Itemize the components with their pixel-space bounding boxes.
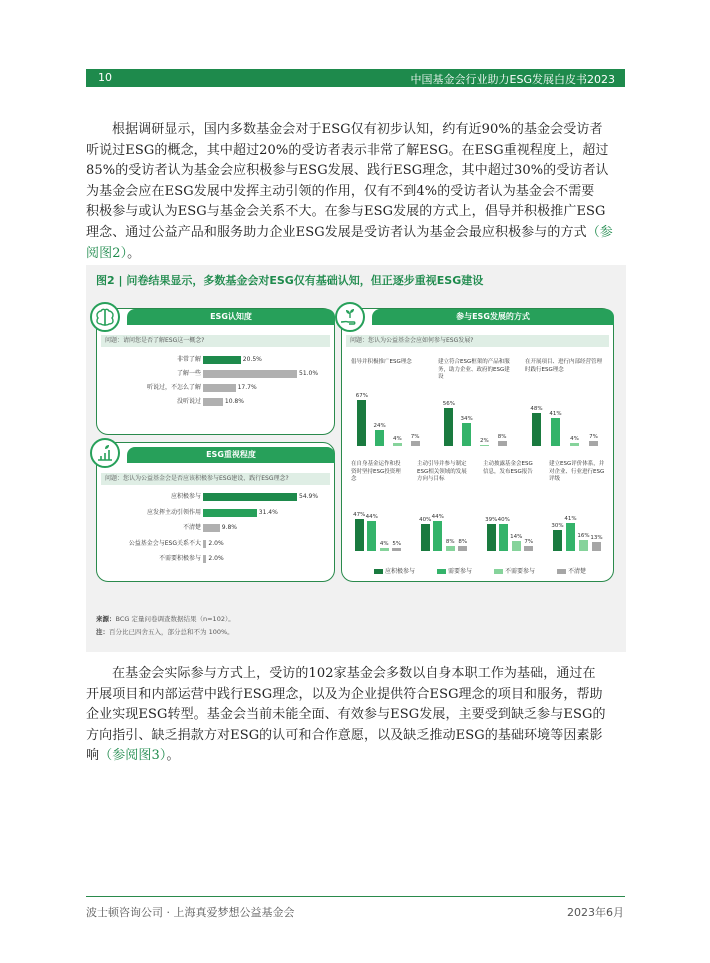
figure-ref-link[interactable]: （参: [586, 224, 613, 240]
source-label: 来源：: [96, 615, 116, 623]
bar-row: [97, 397, 336, 407]
bar: [203, 384, 236, 392]
bar-value-label: 24%: [373, 422, 386, 429]
bar-value-label: 16%: [577, 533, 590, 540]
paragraph-text: 。: [127, 245, 141, 261]
bar: [566, 523, 575, 551]
footer-date: 2023年6月: [567, 906, 624, 919]
bar-value-label: 44%: [431, 513, 444, 520]
figure-ref-link[interactable]: （参阅图3）: [99, 748, 167, 764]
participation-group: [347, 355, 430, 450]
bar-value-label: 17.7%: [237, 384, 257, 391]
bar-row: [97, 539, 336, 549]
bar-value-label: 67%: [355, 393, 368, 400]
group-plot-area: [485, 493, 535, 551]
bar: [203, 524, 220, 532]
question-box: 问题：您认为公益基金会是否应该积极参与ESG建设、践行ESG理念?: [101, 473, 330, 485]
figure-ref-link[interactable]: 阅图2）: [86, 245, 128, 261]
bar: [499, 524, 508, 551]
bar-row: [97, 508, 336, 518]
panel-title: ESG重视程度: [127, 447, 335, 463]
bar-value-label: 56%: [442, 400, 455, 407]
bar: [570, 443, 579, 446]
bar-row: [97, 523, 336, 533]
participation-group: [434, 355, 517, 450]
paragraph-line: 开展项目和内部运营中践行ESG理念，以及为企业提供符合ESG理念的项目和服务，帮助: [86, 686, 603, 702]
legend-label: 应积极参与: [385, 568, 416, 575]
bar: [411, 441, 420, 446]
awareness-bar-chart: [97, 355, 336, 435]
bar-category-label: 应积极参与: [170, 493, 201, 500]
legend-item: [557, 568, 586, 575]
esg-awareness-panel: [96, 308, 335, 435]
group-label: 在开展项目、进行内部经营管理时践行ESG理念: [525, 359, 603, 373]
group-plot-area: [551, 493, 603, 551]
source-text: BCG 定量问卷调查数据结果（n=102）。: [115, 615, 235, 623]
bar: [579, 540, 588, 551]
bar-row: [97, 369, 336, 379]
paragraph-line: 在基金会实际参与方式上，受访的102家基金会多数以自身本职工作为基础，通过在: [112, 666, 596, 681]
bar-value-label: 40%: [497, 516, 510, 523]
paragraph-line: 积极参与或认为ESG与基金会关系不大。在参与ESG发展的方式上，倡导并积极推广ESG: [86, 204, 606, 220]
bar-value-label: 7%: [524, 539, 534, 546]
paragraph-text: 响: [86, 748, 100, 764]
bar-value-label: 41%: [549, 410, 562, 417]
question-box: 问题：请问您是否了解ESG这一概念?: [101, 335, 330, 347]
page-number: 10: [98, 71, 112, 84]
bar-value-label: 39%: [485, 517, 498, 524]
legend-item: [494, 568, 535, 575]
bar: [498, 441, 507, 446]
bar: [421, 524, 430, 551]
bar: [392, 548, 401, 551]
legend-label: 不清楚: [568, 568, 587, 575]
legend-swatch: [494, 569, 503, 574]
paragraph-line: 方向指引、缺乏捐款方对ESG的认可和合作意愿，以及缺乏推动ESG的基础环境等因素影: [86, 727, 603, 743]
paragraph-line: [86, 223, 630, 244]
header-title: 中国基金会行业助力ESG发展白皮书2023: [410, 73, 615, 86]
bar-value-label: 13%: [590, 535, 603, 542]
bar: [589, 441, 598, 446]
bar-category-label: 不清楚: [182, 524, 201, 531]
bar-category-label: 非常了解: [176, 356, 201, 363]
bar-value-label: 14%: [510, 534, 523, 541]
figure-2: [86, 265, 626, 652]
bar-row: [97, 492, 336, 502]
hand-plant-icon: [335, 302, 365, 332]
bar-value-label: 54.9%: [299, 493, 319, 500]
esg-importance-panel: [96, 442, 335, 582]
bar: [433, 521, 442, 551]
paragraph-line: 为基金会应在ESG发展中发挥主动引领的作用，仅有不到4%的受访者认为基金会不需要: [86, 183, 595, 199]
bar-value-label: 2.0%: [208, 555, 224, 562]
figure-title: 图2 | 问卷结果显示，多数基金会对ESG仅有基础认知，但正逐步重视ESG建设: [96, 274, 484, 287]
bar: [480, 445, 489, 446]
bar-value-label: 9.8%: [221, 524, 238, 531]
bar: [203, 540, 206, 548]
bar-value-label: 10.8%: [224, 398, 244, 405]
paragraph-text: 理念、通过公益产品和服务助力企业ESG发展是受访者认为基金会最应积极参与的方式: [86, 224, 587, 240]
bar-value-label: 2%: [480, 437, 489, 444]
group-label: 主动引导并参与制定ESG相关领域的发展方向与目标: [417, 461, 467, 482]
question-box: 问题：您认为公益基金会应如何参与ESG发展?: [346, 335, 609, 347]
bar-category-label: 公益基金会与ESG关系不大: [128, 539, 201, 547]
bar: [203, 356, 241, 364]
bar-value-label: 48%: [530, 406, 543, 413]
group-label: 主动披露基金会ESG信息，发布ESG报告: [483, 461, 533, 475]
group-plot-area: [353, 388, 424, 446]
bar: [446, 546, 455, 551]
bar: [375, 430, 384, 446]
bar: [512, 541, 521, 551]
bar-value-label: 8%: [445, 538, 455, 545]
bar-category-label: 听说过，不怎么了解: [146, 384, 201, 391]
chart-legend: [374, 568, 608, 576]
figure-note: [96, 627, 234, 636]
bar: [592, 542, 601, 551]
participation-group: [545, 457, 609, 555]
importance-bar-chart: [97, 492, 336, 580]
group-label: 倡导并积极推广ESG理念: [351, 359, 412, 365]
bar-value-label: 4%: [379, 541, 389, 548]
bar-row: [97, 554, 336, 564]
bar: [532, 413, 541, 446]
paragraph-1: [86, 120, 630, 264]
legend-swatch: [374, 569, 383, 574]
bar: [444, 408, 453, 446]
bar-value-label: 51.0%: [299, 370, 319, 377]
bar: [551, 418, 560, 446]
legend-label: 不需要参与: [505, 568, 536, 575]
footer-organizations: 波士顿咨询公司 · 上海真爱梦想公益基金会: [86, 906, 295, 919]
group-plot-area: [440, 388, 511, 446]
bar-value-label: 44%: [365, 513, 378, 520]
paragraph-text: 。: [166, 748, 180, 764]
bar-value-label: 30%: [551, 523, 564, 530]
legend-swatch: [557, 569, 566, 574]
legend-item: [374, 568, 415, 575]
bar-category-label: 不需要积极参与: [158, 555, 201, 562]
bar: [203, 493, 297, 501]
paragraph-line: 85%的受访者认为基金会应积极参与ESG发展、践行ESG理念，其中超过30%的受访者认: [86, 163, 609, 179]
footer-divider: [86, 896, 625, 897]
bar-value-label: 47%: [353, 511, 366, 518]
panel-title: 参与ESG发展的方式: [372, 309, 614, 325]
bar-value-label: 34%: [460, 415, 473, 422]
figure-source: [96, 614, 235, 623]
bar: [553, 530, 562, 551]
bar-value-label: 31.4%: [258, 508, 278, 516]
bar-value-label: 41%: [564, 515, 577, 522]
bar-value-label: 40%: [419, 516, 432, 523]
group-plot-area: [527, 388, 603, 446]
bar: [355, 519, 364, 551]
participation-grouped-chart: [342, 309, 615, 583]
header-bar: [86, 69, 625, 87]
bar-category-label: 应发挥主动引领作用: [146, 508, 201, 516]
bar-value-label: 8%: [497, 433, 507, 440]
participation-group: [521, 355, 609, 450]
participation-group: [413, 457, 475, 555]
bar-value-label: 8%: [458, 538, 468, 545]
bar: [367, 521, 376, 551]
bar-value-label: 20.5%: [242, 356, 262, 363]
paragraph-line: 听说过ESG的概念，其中超过20%的受访者表示非常了解ESG。在ESG重视程度上，超过: [86, 142, 609, 158]
bar-value-label: 4%: [570, 436, 579, 443]
bar: [380, 548, 389, 551]
bar-category-label: 没听说过: [176, 398, 201, 405]
bar: [462, 423, 471, 446]
bar-row: [97, 355, 336, 365]
bar: [203, 398, 223, 406]
bar-value-label: 7%: [589, 434, 598, 441]
legend-label: 需要参与: [448, 568, 473, 575]
bar-value-label: 5%: [392, 540, 402, 547]
bar: [357, 400, 366, 446]
paragraph-line: 根据调研显示，国内多数基金会对于ESG仅有初步认知，约有近90%的基金会受访者: [112, 122, 603, 137]
participation-group: [347, 457, 409, 555]
group-plot-area: [419, 493, 469, 551]
bar-row: [97, 383, 336, 393]
group-plot-area: [353, 493, 403, 551]
bar: [458, 546, 467, 551]
bar: [524, 546, 533, 551]
bar-category-label: 了解一些: [176, 370, 201, 377]
group-label: 建立ESG评价体系，并对企业、行业进行ESG评级: [549, 461, 605, 482]
bar-value-label: 7%: [410, 434, 420, 441]
bar: [487, 524, 496, 551]
participation-group: [479, 457, 541, 555]
note-text: 百分比已四舍五入，部分总和不为 100%。: [109, 628, 234, 636]
panel-title: ESG认知度: [127, 309, 335, 325]
bar: [203, 555, 206, 563]
bar: [203, 370, 297, 378]
plant-growth-icon: [90, 438, 120, 468]
note-label: 注：: [96, 628, 109, 636]
legend-item: [437, 568, 472, 575]
bar-value-label: 4%: [393, 436, 402, 443]
paragraph-line: 企业实现ESG转型。基金会当前未能全面、有效参与ESG发展，主要受到缺乏参与ESG的: [86, 707, 606, 723]
bar: [203, 509, 257, 517]
bar-value-label: 2.0%: [208, 539, 224, 547]
bar: [393, 443, 402, 446]
brain-icon: [90, 302, 120, 332]
paragraph-line: [86, 746, 630, 767]
paragraph-2: [86, 664, 630, 767]
legend-swatch: [437, 569, 446, 574]
paragraph-line: [86, 244, 630, 265]
group-label: 在自身基金运作和投资时坚持ESG投资理念: [351, 461, 401, 482]
participation-panel: [341, 308, 614, 582]
group-label: 建立符合ESG框架的产品和服务，助力企业、政府的ESG建设: [438, 359, 510, 380]
